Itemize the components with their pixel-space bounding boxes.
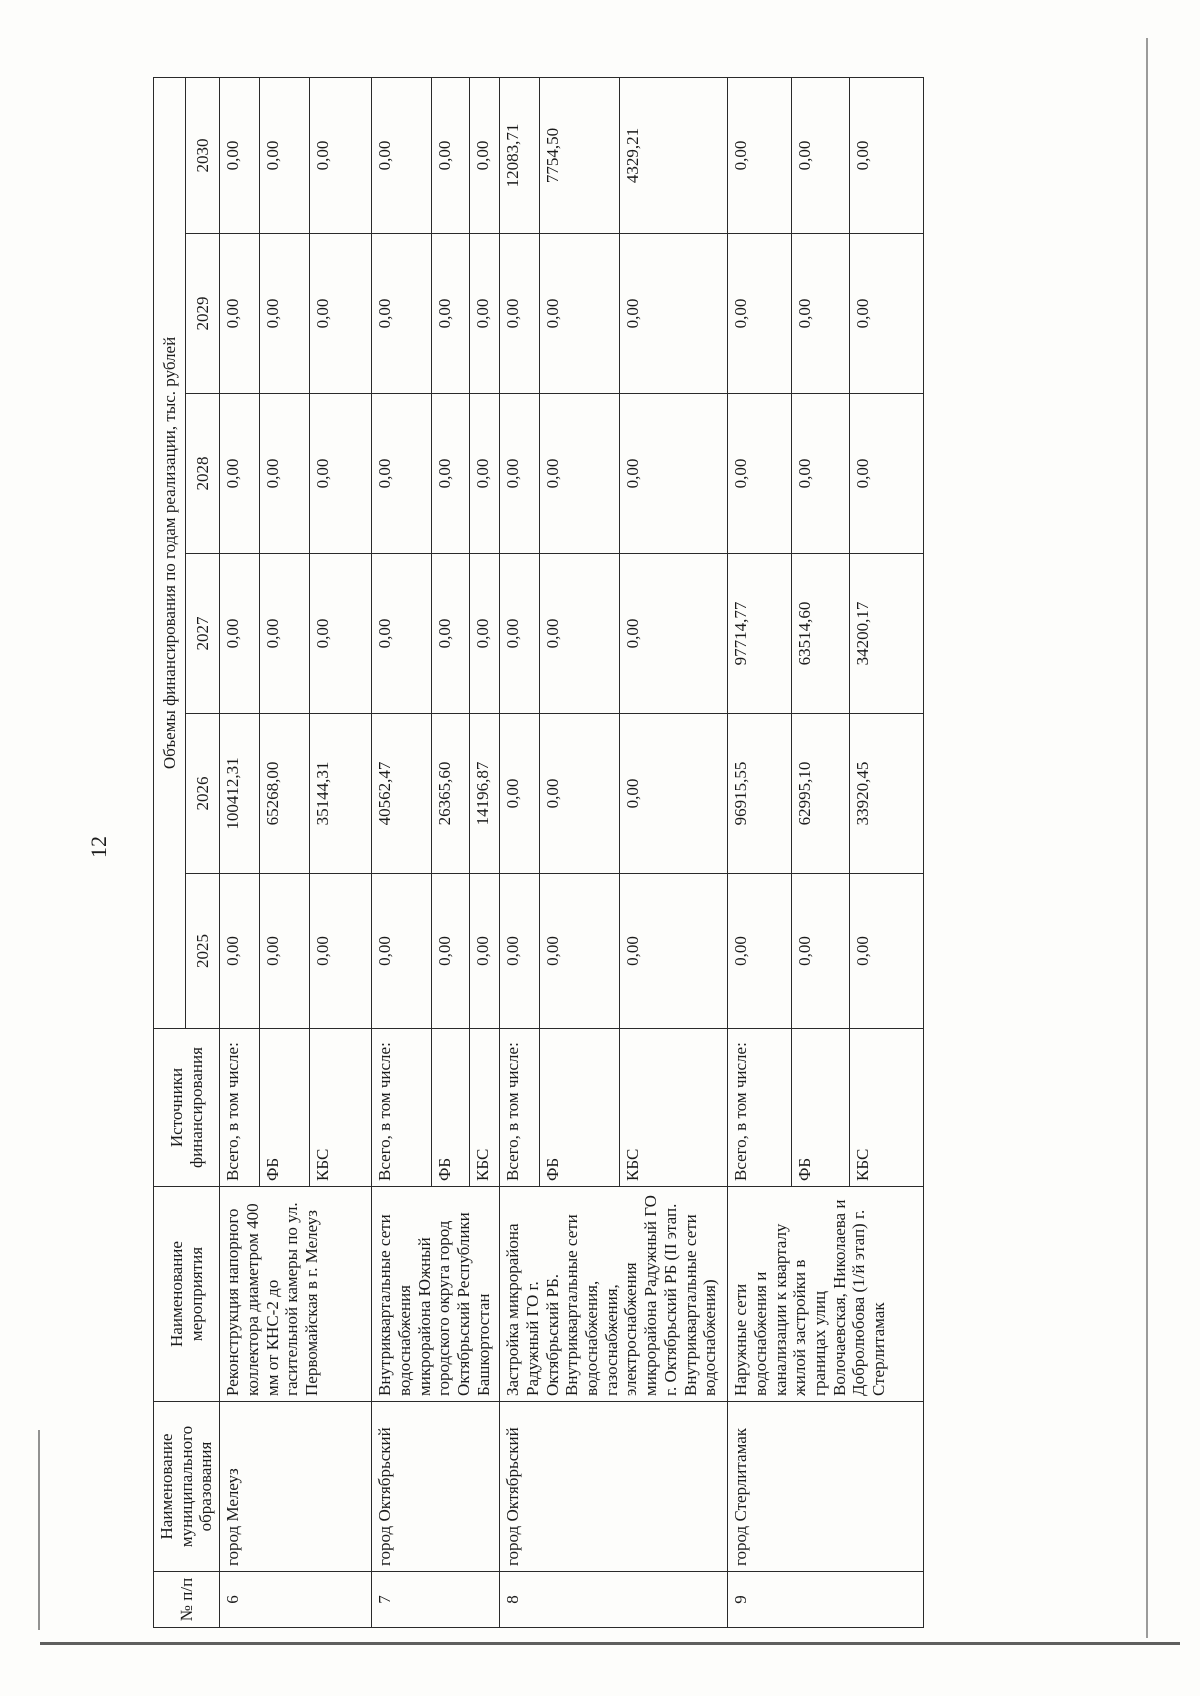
funding-source: КБС — [850, 1029, 924, 1187]
event-name: Наружные сети водоснабжения и канализации к кварталу жилой застройки в границах улиц Волочаевская, Николаева и Добролюбова (1/й этап) г. Стерлитамак — [728, 1187, 924, 1402]
header-year: 2027 — [185, 554, 219, 714]
municipality-name: город Октябрьский — [372, 1402, 500, 1572]
funding-value: 0,00 — [850, 234, 924, 394]
funding-value: 0,00 — [310, 234, 372, 394]
funding-value: 33920,45 — [850, 714, 924, 874]
funding-source: КБС — [470, 1029, 500, 1187]
header-sources: Источники финансирования — [154, 1029, 220, 1187]
funding-value: 0,00 — [620, 234, 728, 394]
funding-value: 7754,50 — [540, 77, 620, 233]
funding-value: 65268,00 — [260, 714, 310, 874]
funding-source: Всего, в том числе: — [500, 1029, 540, 1187]
event-name: Внутриквартальные сети водоснабжения микрорайона Южный городского округа город Октябрьский Республики Башкортостан — [372, 1187, 500, 1402]
header-year: 2028 — [185, 394, 219, 554]
funding-value: 0,00 — [540, 394, 620, 554]
funding-value: 0,00 — [372, 234, 432, 394]
funding-value: 96915,55 — [728, 714, 792, 874]
header-year: 2026 — [185, 714, 219, 874]
funding-value: 0,00 — [620, 874, 728, 1029]
table-row — [500, 77, 540, 1627]
funding-source: Всего, в том числе: — [728, 1029, 792, 1187]
funding-value: 0,00 — [372, 394, 432, 554]
table-row — [372, 77, 432, 1627]
funding-source: ФБ — [792, 1029, 850, 1187]
municipality-name: город Стерлитамак — [728, 1402, 924, 1572]
funding-value: 0,00 — [540, 874, 620, 1029]
funding-value: 0,00 — [432, 394, 470, 554]
table-header — [154, 77, 220, 1627]
funding-value: 0,00 — [470, 874, 500, 1029]
funding-source: ФБ — [432, 1029, 470, 1187]
funding-value: 0,00 — [260, 234, 310, 394]
row-number: 9 — [728, 1572, 924, 1628]
funding-value: 0,00 — [470, 394, 500, 554]
funding-value: 0,00 — [260, 554, 310, 714]
funding-value: 0,00 — [470, 77, 500, 233]
event-name: Застройка микрорайона Радужный ГО г. Октябрьский РБ. Внутриквартальные сети водоснабжения, газоснабжения, электроснабжения микрорайона Радужный ГО г. Октябрьский РБ (II этап. Внутриквартальные сети водоснабжения) — [500, 1187, 728, 1402]
funding-value: 97714,77 — [728, 554, 792, 714]
table-row — [220, 77, 260, 1627]
funding-value: 100412,31 — [220, 714, 260, 874]
funding-value: 0,00 — [310, 554, 372, 714]
funding-source: ФБ — [260, 1029, 310, 1187]
funding-value: 0,00 — [500, 394, 540, 554]
funding-source: Всего, в том числе: — [372, 1029, 432, 1187]
funding-value: 0,00 — [728, 77, 792, 233]
funding-value: 0,00 — [620, 394, 728, 554]
funding-value: 0,00 — [310, 394, 372, 554]
header-num: № п/п — [154, 1572, 220, 1628]
header-year: 2029 — [185, 234, 219, 394]
funding-value: 0,00 — [540, 234, 620, 394]
table-body — [220, 77, 924, 1627]
header-year: 2030 — [185, 77, 219, 233]
page-number: 12 — [86, 836, 111, 858]
funding-value: 0,00 — [792, 394, 850, 554]
funding-value: 0,00 — [728, 874, 792, 1029]
header-municipality: Наименование муниципального образования — [154, 1402, 220, 1572]
funding-value: 0,00 — [540, 554, 620, 714]
funding-value: 0,00 — [432, 554, 470, 714]
funding-value: 4329,21 — [620, 77, 728, 233]
event-name: Реконструкция напорного коллектора диаметром 400 мм от КНС-2 до гасительной камеры по ул. Первомайская в г. Мелеуз — [220, 1187, 372, 1402]
funding-value: 0,00 — [220, 77, 260, 233]
funding-value: 26365,60 — [432, 714, 470, 874]
header-year: 2025 — [185, 874, 219, 1029]
row-number: 8 — [500, 1572, 728, 1628]
funding-source: КБС — [620, 1029, 728, 1187]
municipality-name: город Мелеуз — [220, 1402, 372, 1572]
funding-value: 0,00 — [260, 874, 310, 1029]
financing-table — [153, 77, 924, 1628]
funding-value: 0,00 — [260, 394, 310, 554]
funding-value: 14196,87 — [470, 714, 500, 874]
funding-value: 0,00 — [500, 874, 540, 1029]
funding-value: 0,00 — [470, 554, 500, 714]
funding-value: 0,00 — [220, 554, 260, 714]
funding-value: 0,00 — [850, 77, 924, 233]
funding-value: 0,00 — [310, 77, 372, 233]
row-number: 6 — [220, 1572, 372, 1628]
funding-value: 0,00 — [620, 714, 728, 874]
municipality-name: город Октябрьский — [500, 1402, 728, 1572]
funding-value: 0,00 — [500, 234, 540, 394]
funding-value: 0,00 — [432, 77, 470, 233]
funding-value: 40562,47 — [372, 714, 432, 874]
funding-value: 0,00 — [500, 554, 540, 714]
funding-value: 62995,10 — [792, 714, 850, 874]
row-number: 7 — [372, 1572, 500, 1628]
funding-value: 0,00 — [540, 714, 620, 874]
funding-value: 0,00 — [850, 874, 924, 1029]
funding-value: 0,00 — [372, 554, 432, 714]
funding-value: 0,00 — [372, 77, 432, 233]
funding-value: 35144,31 — [310, 714, 372, 874]
funding-value: 0,00 — [432, 874, 470, 1029]
funding-value: 0,00 — [372, 874, 432, 1029]
funding-value: 63514,60 — [792, 554, 850, 714]
funding-value: 0,00 — [432, 234, 470, 394]
funding-source: Всего, в том числе: — [220, 1029, 260, 1187]
funding-value: 0,00 — [620, 554, 728, 714]
funding-value: 0,00 — [220, 234, 260, 394]
funding-source: КБС — [310, 1029, 372, 1187]
funding-value: 0,00 — [470, 234, 500, 394]
header-volumes: Объемы финансирования по годам реализации, тыс. рублей — [154, 77, 186, 1028]
table-row — [728, 77, 792, 1627]
funding-value: 0,00 — [220, 874, 260, 1029]
funding-value: 0,00 — [310, 874, 372, 1029]
funding-value: 12083,71 — [500, 77, 540, 233]
header-event: Наименование мероприятия — [154, 1187, 220, 1402]
funding-value: 0,00 — [728, 394, 792, 554]
funding-value: 0,00 — [792, 874, 850, 1029]
funding-value: 0,00 — [220, 394, 260, 554]
funding-value: 0,00 — [500, 714, 540, 874]
funding-value: 0,00 — [260, 77, 310, 233]
funding-value: 0,00 — [850, 394, 924, 554]
funding-value: 0,00 — [792, 234, 850, 394]
funding-value: 0,00 — [728, 234, 792, 394]
funding-value: 34200,17 — [850, 554, 924, 714]
funding-value: 0,00 — [792, 77, 850, 233]
funding-source: ФБ — [540, 1029, 620, 1187]
